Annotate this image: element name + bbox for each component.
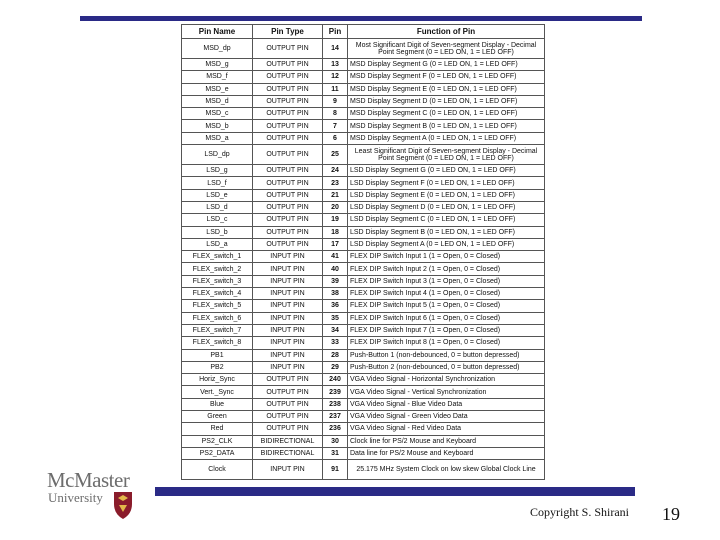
pin-name-cell: LSD_g [182,165,253,177]
pin-type-cell: INPUT PIN [253,324,323,336]
pin-function-cell: Clock line for PS/2 Mouse and Keyboard [348,435,545,447]
pin-number-cell: 6 [323,132,348,144]
pin-table-container [181,24,544,482]
pin-number-cell: 238 [323,398,348,410]
pin-function-cell: VGA Video Signal - Green Video Data [348,411,545,423]
pin-number-cell: 240 [323,374,348,386]
pin-number-cell: 8 [323,108,348,120]
table-row [182,460,545,480]
pin-type-cell: BIDIRECTIONAL [253,447,323,459]
pin-type-cell: INPUT PIN [253,312,323,324]
pin-type-cell: INPUT PIN [253,349,323,361]
pin-function-cell: LSD Display Segment E (0 = LED ON, 1 = LED OFF) [348,189,545,201]
table-row [182,423,545,435]
pin-type-cell: INPUT PIN [253,275,323,287]
pin-number-cell: 20 [323,201,348,213]
pin-name-cell: LSD_dp [182,145,253,165]
pin-type-cell: OUTPUT PIN [253,201,323,213]
table-row [182,189,545,201]
pin-number-cell: 35 [323,312,348,324]
table-row [182,108,545,120]
pin-name-cell: MSD_c [182,108,253,120]
pin-name-cell: Red [182,423,253,435]
pin-name-cell: MSD_b [182,120,253,132]
pin-function-cell: LSD Display Segment G (0 = LED ON, 1 = LED OFF) [348,165,545,177]
pin-type-cell: BIDIRECTIONAL [253,435,323,447]
pin-function-cell: Data line for PS/2 Mouse and Keyboard [348,447,545,459]
pin-name-cell: MSD_e [182,83,253,95]
pin-number-cell: 39 [323,275,348,287]
pin-type-cell: OUTPUT PIN [253,108,323,120]
mcmaster-logo [47,468,137,524]
pin-function-cell: MSD Display Segment A (0 = LED ON, 1 = LED OFF) [348,132,545,144]
pin-type-cell: INPUT PIN [253,251,323,263]
pin-number-cell: 40 [323,263,348,275]
pin-type-cell: OUTPUT PIN [253,374,323,386]
pin-name-cell: PB1 [182,349,253,361]
pin-number-cell: 38 [323,288,348,300]
page-number: 19 [662,504,680,524]
table-row [182,83,545,95]
pin-type-cell: INPUT PIN [253,361,323,373]
pin-number-cell: 19 [323,214,348,226]
table-row [182,411,545,423]
pin-type-cell: OUTPUT PIN [253,120,323,132]
pin-number-cell: 237 [323,411,348,423]
pin-name-cell: LSD_e [182,189,253,201]
table-row [182,447,545,459]
pin-type-cell: OUTPUT PIN [253,214,323,226]
pin-function-cell: MSD Display Segment F (0 = LED ON, 1 = LED OFF) [348,71,545,83]
pin-function-cell: LSD Display Segment C (0 = LED ON, 1 = LED OFF) [348,214,545,226]
table-row [182,238,545,250]
pin-name-cell: Green [182,411,253,423]
pin-number-cell: 25 [323,145,348,165]
pin-number-cell: 13 [323,59,348,71]
pin-type-cell: INPUT PIN [253,300,323,312]
pin-number-cell: 11 [323,83,348,95]
pin-type-cell: OUTPUT PIN [253,226,323,238]
pin-type-cell: OUTPUT PIN [253,145,323,165]
table-row [182,398,545,410]
pin-name-cell: FLEX_switch_7 [182,324,253,336]
pin-number-cell: 41 [323,251,348,263]
table-row [182,39,545,59]
pin-name-cell: LSD_c [182,214,253,226]
table-header-row [182,25,545,39]
pin-name-cell: LSD_a [182,238,253,250]
pin-name-cell: FLEX_switch_1 [182,251,253,263]
table-row [182,120,545,132]
pin-function-cell: MSD Display Segment E (0 = LED ON, 1 = LED OFF) [348,83,545,95]
pin-name-cell: PB2 [182,361,253,373]
pin-number-cell: 24 [323,165,348,177]
pin-type-cell: INPUT PIN [253,460,323,480]
pin-type-cell: OUTPUT PIN [253,83,323,95]
bottom-accent-bar [155,487,635,496]
table-row [182,95,545,107]
pin-name-cell: PS2_CLK [182,435,253,447]
pin-number-cell: 23 [323,177,348,189]
pin-number-cell: 12 [323,71,348,83]
pin-function-cell: LSD Display Segment B (0 = LED ON, 1 = LED OFF) [348,226,545,238]
pin-number-cell: 7 [323,120,348,132]
pin-type-cell: INPUT PIN [253,263,323,275]
pin-type-cell: OUTPUT PIN [253,238,323,250]
pin-number-cell: 17 [323,238,348,250]
pin-function-cell: VGA Video Signal - Vertical Synchronization [348,386,545,398]
pin-name-cell: FLEX_switch_8 [182,337,253,349]
table-row [182,201,545,213]
table-row [182,251,545,263]
pin-name-cell: PS2_DATA [182,447,253,459]
table-body [182,39,545,480]
table-row [182,275,545,287]
pin-name-cell: MSD_dp [182,39,253,59]
pin-function-cell: 25.175 MHz System Clock on low skew Global Clock Line [348,460,545,480]
table-row [182,288,545,300]
pin-type-cell: INPUT PIN [253,288,323,300]
pin-name-cell: Horiz_Sync [182,374,253,386]
table-row [182,132,545,144]
table-row [182,361,545,373]
pin-function-cell: FLEX DIP Switch Input 4 (1 = Open, 0 = Closed) [348,288,545,300]
pin-type-cell: OUTPUT PIN [253,411,323,423]
header-function: Function of Pin [348,25,545,39]
pin-name-cell: Clock [182,460,253,480]
pin-function-cell: Push-Button 1 (non-debounced, 0 = button depressed) [348,349,545,361]
pin-function-cell: MSD Display Segment B (0 = LED ON, 1 = LED OFF) [348,120,545,132]
pin-number-cell: 91 [323,460,348,480]
pin-type-cell: OUTPUT PIN [253,132,323,144]
pin-name-cell: FLEX_switch_4 [182,288,253,300]
pin-type-cell: OUTPUT PIN [253,398,323,410]
pin-number-cell: 33 [323,337,348,349]
pin-function-cell: VGA Video Signal - Red Video Data [348,423,545,435]
header-pin: Pin [323,25,348,39]
pin-type-cell: OUTPUT PIN [253,386,323,398]
pin-name-cell: Blue [182,398,253,410]
pin-name-cell: LSD_b [182,226,253,238]
pin-name-cell: LSD_d [182,201,253,213]
pin-function-cell: MSD Display Segment C (0 = LED ON, 1 = LED OFF) [348,108,545,120]
logo-wordmark: McMaster [47,468,130,492]
table-row [182,226,545,238]
pin-number-cell: 34 [323,324,348,336]
table-row [182,177,545,189]
table-row [182,263,545,275]
pin-number-cell: 14 [323,39,348,59]
header-pin-name: Pin Name [182,25,253,39]
pin-type-cell: OUTPUT PIN [253,71,323,83]
pin-function-cell: Most Significant Digit of Seven-segment Display - Decimal Point Segment (0 = LED ON, 1 = LED OFF) [348,39,545,59]
pin-function-cell: MSD Display Segment G (0 = LED ON, 1 = LED OFF) [348,59,545,71]
pin-number-cell: 29 [323,361,348,373]
pin-number-cell: 21 [323,189,348,201]
pin-name-cell: FLEX_switch_2 [182,263,253,275]
crest-icon [112,490,134,520]
pin-function-cell: LSD Display Segment A (0 = LED ON, 1 = LED OFF) [348,238,545,250]
top-accent-bar [80,16,642,21]
pin-function-cell: MSD Display Segment D (0 = LED ON, 1 = LED OFF) [348,95,545,107]
pin-type-cell: OUTPUT PIN [253,95,323,107]
pin-number-cell: 236 [323,423,348,435]
pin-number-cell: 30 [323,435,348,447]
pin-function-cell: FLEX DIP Switch Input 5 (1 = Open, 0 = Closed) [348,300,545,312]
pin-name-cell: LSD_f [182,177,253,189]
pin-type-cell: OUTPUT PIN [253,189,323,201]
pin-function-cell: FLEX DIP Switch Input 2 (1 = Open, 0 = Closed) [348,263,545,275]
table-row [182,435,545,447]
pin-type-cell: OUTPUT PIN [253,59,323,71]
pin-name-cell: FLEX_switch_3 [182,275,253,287]
table-row [182,349,545,361]
pin-name-cell: MSD_g [182,59,253,71]
pin-function-cell: VGA Video Signal - Horizontal Synchronization [348,374,545,386]
pin-function-cell: FLEX DIP Switch Input 1 (1 = Open, 0 = Closed) [348,251,545,263]
table-row [182,300,545,312]
pin-name-cell: FLEX_switch_6 [182,312,253,324]
pin-name-cell: FLEX_switch_5 [182,300,253,312]
table-row [182,374,545,386]
table-row [182,386,545,398]
pin-function-cell: Least Significant Digit of Seven-segment Display - Decimal Point Segment (0 = LED ON, 1 = LED OFF) [348,145,545,165]
pin-type-cell: INPUT PIN [253,337,323,349]
table-row [182,324,545,336]
pin-function-cell: FLEX DIP Switch Input 6 (1 = Open, 0 = Closed) [348,312,545,324]
pin-number-cell: 36 [323,300,348,312]
pin-name-cell: MSD_a [182,132,253,144]
table-row [182,145,545,165]
pin-number-cell: 9 [323,95,348,107]
pin-function-cell: VGA Video Signal - Blue Video Data [348,398,545,410]
pin-function-cell: FLEX DIP Switch Input 8 (1 = Open, 0 = Closed) [348,337,545,349]
pin-type-cell: OUTPUT PIN [253,165,323,177]
pin-function-cell: FLEX DIP Switch Input 3 (1 = Open, 0 = Closed) [348,275,545,287]
pin-number-cell: 28 [323,349,348,361]
pin-name-cell: Vert._Sync [182,386,253,398]
table-row [182,337,545,349]
pin-function-cell: Push-Button 2 (non-debounced, 0 = button depressed) [348,361,545,373]
pin-number-cell: 18 [323,226,348,238]
pin-function-cell: LSD Display Segment F (0 = LED ON, 1 = LED OFF) [348,177,545,189]
pin-type-cell: OUTPUT PIN [253,423,323,435]
table-row [182,165,545,177]
logo-subtitle: University [48,490,103,505]
pin-number-cell: 239 [323,386,348,398]
pin-function-cell: LSD Display Segment D (0 = LED ON, 1 = LED OFF) [348,201,545,213]
pin-name-cell: MSD_f [182,71,253,83]
table-row [182,59,545,71]
pin-type-cell: OUTPUT PIN [253,177,323,189]
header-pin-type: Pin Type [253,25,323,39]
pin-type-cell: OUTPUT PIN [253,39,323,59]
table-row [182,214,545,226]
copyright-text: Copyright S. Shirani [530,505,630,519]
pin-name-cell: MSD_d [182,95,253,107]
pin-function-cell: FLEX DIP Switch Input 7 (1 = Open, 0 = Closed) [348,324,545,336]
table-row [182,71,545,83]
pin-number-cell: 31 [323,447,348,459]
pin-assignment-table [181,24,545,480]
table-row [182,312,545,324]
